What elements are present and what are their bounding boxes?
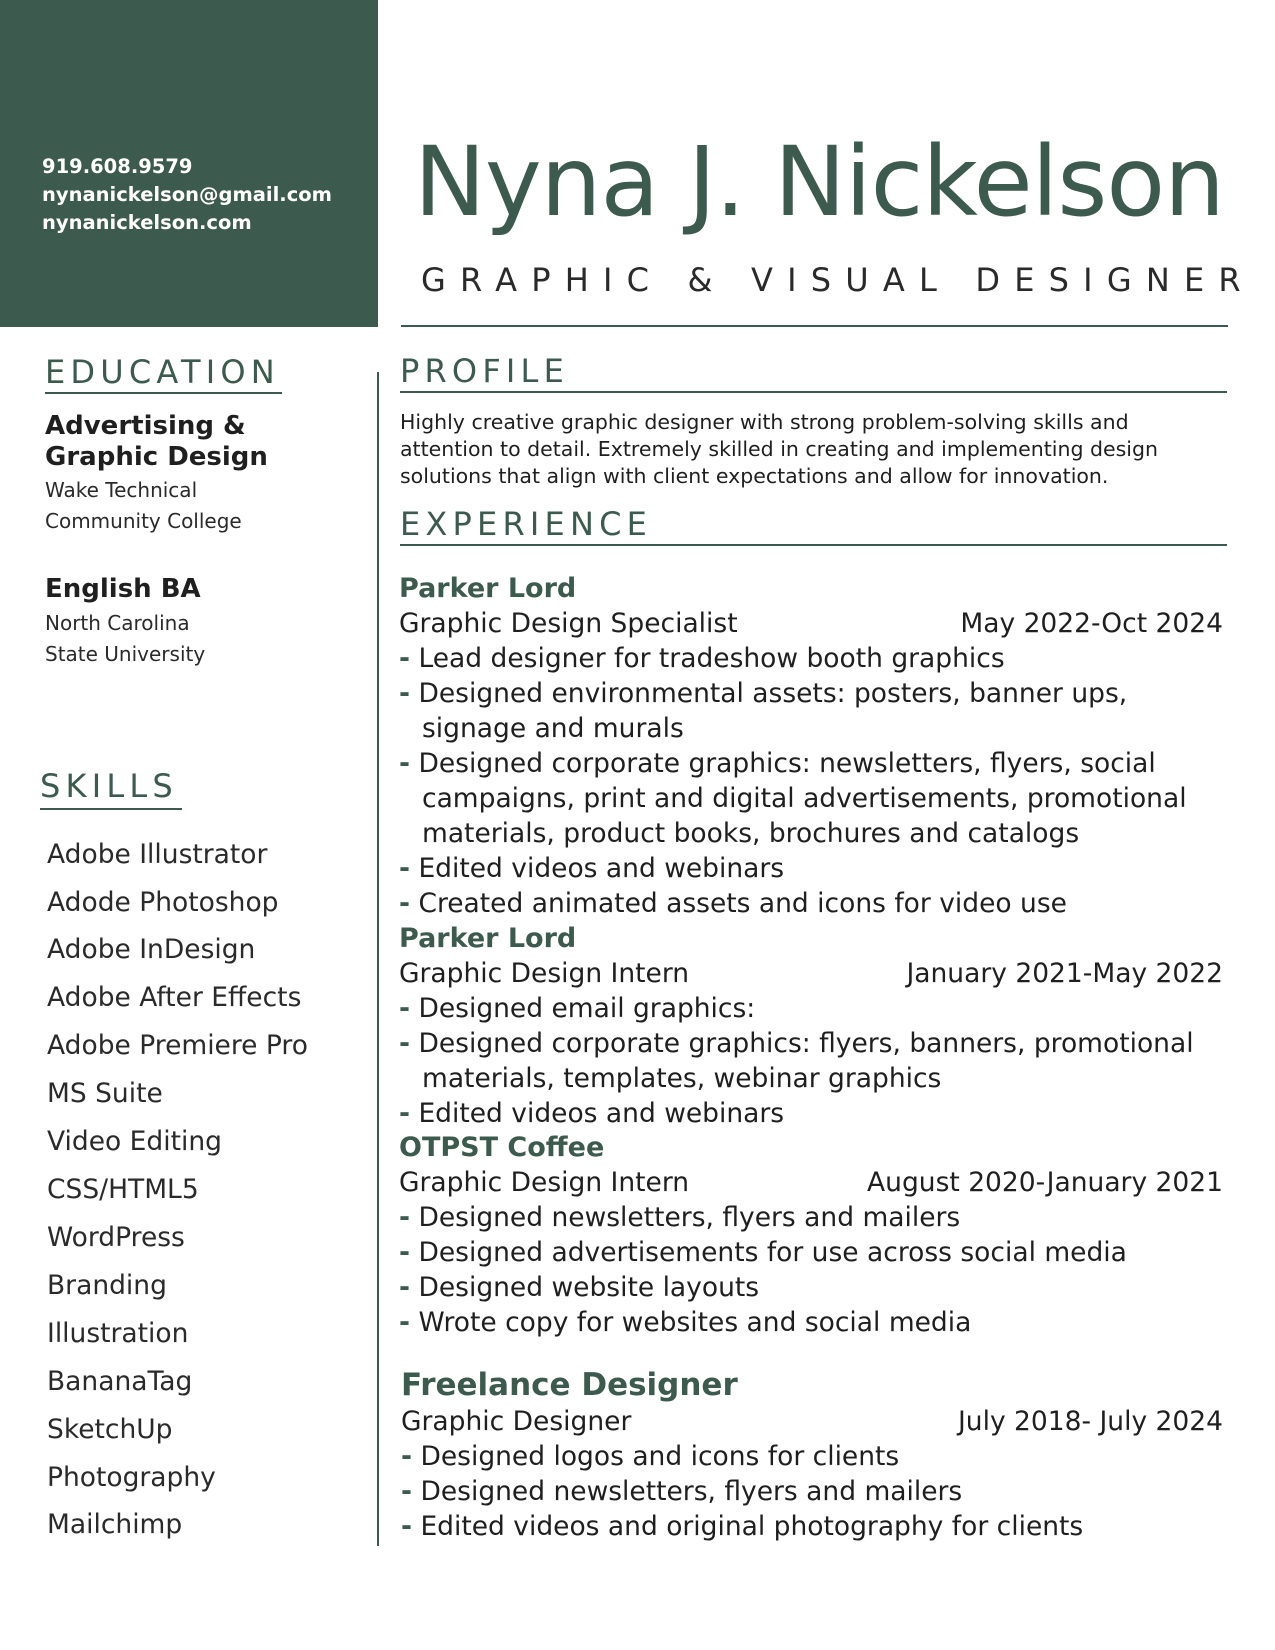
education-school: North Carolina [45, 611, 190, 635]
job-bullet: - Designed corporate graphics: newsletters, flyers, social [399, 748, 1156, 779]
skill-item: WordPress [47, 1222, 185, 1253]
job-bullet: - Designed environmental assets: posters, banner ups, [399, 678, 1128, 709]
job-company: OTPST Coffee [399, 1132, 605, 1163]
contact-panel [0, 0, 378, 327]
skill-item: Branding [47, 1270, 167, 1301]
experience-underline [400, 544, 1227, 546]
candidate-title: GRAPHIC & VISUAL DESIGNER [421, 261, 1255, 299]
skill-item: Adobe InDesign [47, 934, 256, 965]
job-bullet: - Edited videos and original photography for clients [401, 1511, 1084, 1542]
skill-item: SketchUp [47, 1414, 173, 1445]
job-bullet: - Edited videos and webinars [399, 1098, 785, 1129]
skill-item: Mailchimp [47, 1509, 183, 1540]
skills-underline [40, 808, 182, 810]
experience-heading: EXPERIENCE [400, 505, 653, 543]
job-bullet: - Designed email graphics: [399, 993, 756, 1024]
job-role: Graphic Design Intern [399, 958, 690, 989]
education-school: State University [45, 642, 206, 666]
job-bullet-continued: campaigns, print and digital advertisements, promotional [422, 783, 1187, 814]
education-degree: English BA [45, 574, 201, 604]
job-bullet: - Designed website layouts [399, 1272, 760, 1303]
skill-item: Illustration [47, 1318, 189, 1349]
job-bullet: - Created animated assets and icons for video use [399, 888, 1067, 919]
education-underline [45, 392, 282, 394]
skill-item: Adobe Illustrator [47, 839, 268, 870]
education-heading: EDUCATION [45, 353, 280, 391]
phone-number: 919.608.9579 [42, 155, 193, 178]
job-bullet: - Designed corporate graphics: flyers, banners, promotional [399, 1028, 1194, 1059]
skill-item: Photography [47, 1462, 216, 1493]
job-role: Graphic Design Intern [399, 1167, 690, 1198]
profile-line: Highly creative graphic designer with strong problem-solving skills and [400, 410, 1129, 434]
job-dates: August 2020-January 2021 [867, 1167, 1223, 1198]
skill-item: Adode Photoshop [47, 887, 279, 918]
profile-summary [400, 409, 1200, 490]
profile-line: solutions that align with client expectations and allow for innovation. [400, 464, 1109, 488]
column-divider [377, 372, 379, 1546]
job-dates: July 2018- July 2024 [957, 1406, 1223, 1437]
candidate-name: Nyna J. Nickelson [414, 126, 1224, 238]
education-degree: Graphic Design [45, 442, 268, 472]
job-bullet: - Wrote copy for websites and social media [399, 1307, 972, 1338]
job-bullet: - Designed newsletters, flyers and mailers [401, 1476, 963, 1507]
email-address: nynanickelson@gmail.com [42, 183, 332, 206]
job-bullet: - Edited videos and webinars [399, 853, 785, 884]
job-role: Graphic Designer [401, 1406, 632, 1437]
profile-heading: PROFILE [400, 352, 570, 390]
job-bullet: - Lead designer for tradeshow booth graphics [399, 643, 1005, 674]
job-bullet: - Designed logos and icons for clients [401, 1441, 900, 1472]
job-bullet-continued: signage and murals [422, 713, 684, 744]
skill-item: Adobe After Effects [47, 982, 302, 1013]
education-degree: Advertising & [45, 411, 246, 441]
job-bullet: - Designed advertisements for use across social media [399, 1237, 1127, 1268]
website-link: nynanickelson.com [42, 211, 252, 234]
job-dates: May 2022-Oct 2024 [960, 608, 1223, 639]
profile-underline [400, 391, 1227, 393]
education-school: Wake Technical [45, 478, 198, 502]
job-company: Parker Lord [399, 923, 577, 954]
header-divider [401, 325, 1228, 327]
job-bullet-continued: materials, templates, webinar graphics [422, 1063, 942, 1094]
skill-item: BananaTag [47, 1366, 193, 1397]
skill-item: MS Suite [47, 1078, 163, 1109]
job-bullet-continued: materials, product books, brochures and catalogs [422, 818, 1080, 849]
skill-item: Adobe Premiere Pro [47, 1030, 308, 1061]
skill-item: CSS/HTML5 [47, 1174, 199, 1205]
job-company: Parker Lord [399, 573, 577, 604]
skill-item: Video Editing [47, 1126, 222, 1157]
job-bullet: - Designed newsletters, flyers and mailers [399, 1202, 961, 1233]
skills-heading: SKILLS [40, 767, 178, 805]
profile-line: attention to detail. Extremely skilled in creating and implementing design [400, 437, 1158, 461]
job-dates: January 2021-May 2022 [906, 958, 1223, 989]
job-role: Graphic Design Specialist [399, 608, 738, 639]
job-company: Freelance Designer [401, 1367, 738, 1403]
education-school: Community College [45, 509, 242, 533]
